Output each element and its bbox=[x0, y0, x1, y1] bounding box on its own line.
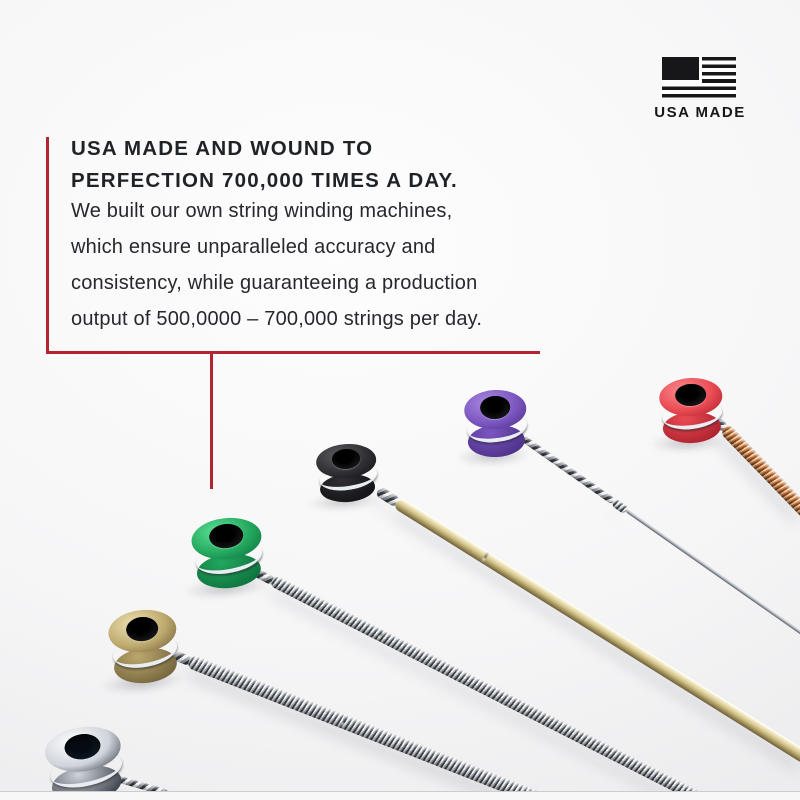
string-wound-segment bbox=[186, 655, 563, 800]
heading-line-1: USA MADE AND WOUND TO bbox=[71, 137, 374, 160]
us-flag-icon bbox=[662, 57, 736, 98]
ball-end-chrome bbox=[42, 722, 128, 800]
body-line-1: We built our own string winding machines, bbox=[71, 200, 453, 222]
string-joint bbox=[481, 551, 490, 564]
accent-line-bottom bbox=[46, 351, 540, 354]
string-wound-segment bbox=[269, 575, 724, 800]
body-line-3: consistency, while guaranteeing a production bbox=[71, 272, 478, 294]
ball-end-red bbox=[658, 376, 724, 444]
ball-end-gold bbox=[106, 607, 181, 687]
string-twist-segment bbox=[520, 434, 616, 504]
ball-end-green bbox=[190, 515, 267, 592]
black-ball-string bbox=[374, 484, 800, 765]
string-wound-segment bbox=[720, 424, 800, 519]
body-line-2: which ensure unparalleled accuracy and bbox=[71, 236, 436, 258]
string-plain-segment bbox=[626, 509, 800, 647]
callout-body bbox=[71, 193, 551, 337]
green-ball-string bbox=[253, 567, 724, 800]
string-brass-rod-segment bbox=[393, 496, 800, 764]
callout-heading bbox=[71, 133, 458, 197]
heading-line-2: PERFECTION 700,000 TIMES A DAY. bbox=[71, 169, 458, 192]
string-joint bbox=[340, 715, 348, 729]
accent-pointer-line bbox=[210, 351, 213, 489]
ball-end-purple bbox=[463, 388, 528, 458]
accent-line-left bbox=[46, 137, 49, 352]
flag-canton bbox=[662, 57, 702, 83]
ball-end-black bbox=[315, 442, 379, 504]
photo-bottom-edge bbox=[0, 791, 800, 800]
usa-made-label: USA MADE bbox=[654, 104, 746, 121]
string-joint bbox=[376, 630, 384, 642]
body-line-4: output of 500,0000 – 700,000 strings per day. bbox=[71, 308, 483, 330]
gold-ball-string bbox=[171, 648, 563, 800]
callout-text-block bbox=[71, 133, 483, 330]
